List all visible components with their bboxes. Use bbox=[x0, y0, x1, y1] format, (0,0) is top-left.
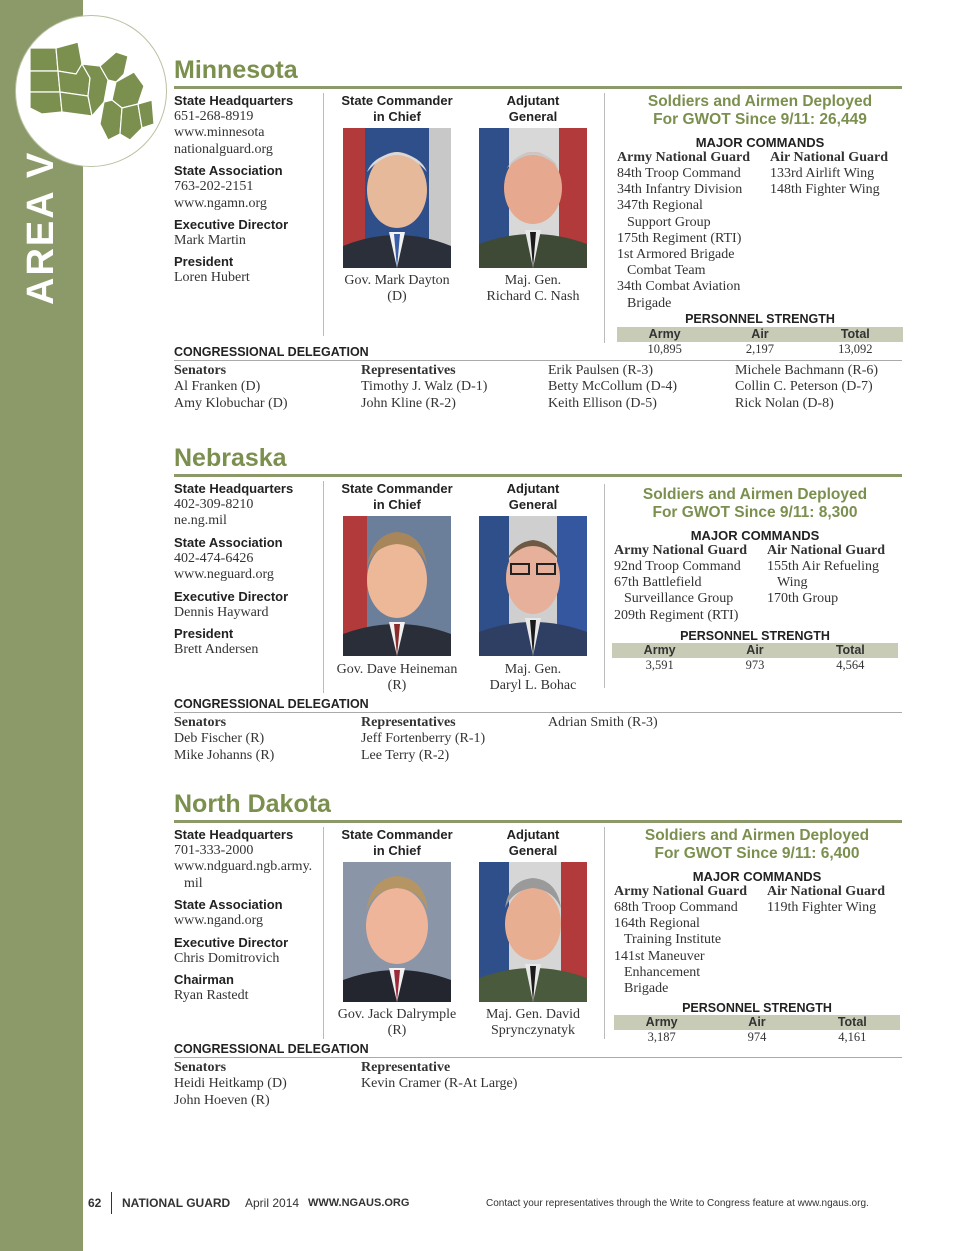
president-label: President bbox=[174, 254, 234, 270]
contact-note: Contact your representatives through the Write to Congress feature at www.ngaus.org. bbox=[486, 1198, 869, 1209]
hq-url-2: nationalguard.org bbox=[174, 141, 273, 157]
assoc-label: State Association bbox=[174, 897, 283, 913]
air-head: Air National Guard bbox=[767, 884, 885, 899]
director-label: Executive Director bbox=[174, 588, 289, 604]
hq-phone: 402-309-8210 bbox=[174, 497, 254, 512]
adjutant-label: Adjutant General bbox=[506, 827, 560, 858]
personnel-bar: Army Air Total bbox=[614, 1015, 900, 1030]
president-label: President bbox=[174, 626, 234, 642]
personnel-values: 3,187 974 4,161 bbox=[647, 1030, 867, 1044]
adjutant-label: Adjutant General bbox=[506, 481, 560, 512]
air-commands: 155th Air Refueling Wing 170th Group bbox=[767, 559, 879, 607]
governor-photo bbox=[343, 862, 451, 1002]
personnel-title: PERSONNEL STRENGTH bbox=[680, 629, 830, 643]
hq-url-2: mil bbox=[184, 875, 203, 891]
representatives: Representatives Jeff Fortenberry (R-1) Lee Terry (R-2) bbox=[361, 715, 486, 763]
assoc-url: www.neguard.org bbox=[174, 567, 274, 583]
hq-phone: 701-333-2000 bbox=[174, 843, 254, 858]
divider bbox=[323, 481, 324, 693]
director-name: Mark Martin bbox=[174, 233, 246, 249]
governor-photo bbox=[343, 128, 451, 268]
divider bbox=[323, 93, 324, 336]
nebraska-info bbox=[174, 481, 319, 658]
assoc-label: State Association bbox=[174, 163, 283, 179]
delegation-rule bbox=[174, 1057, 902, 1058]
section-rule bbox=[174, 86, 902, 89]
army-commands: 68th Troop Command 164th Regional Training Institute 141st Maneuver Enhancement Brigade bbox=[614, 900, 738, 997]
hq-label: State Headquarters bbox=[174, 827, 294, 842]
chairman-label: Chairman bbox=[174, 972, 234, 988]
hq-label: State Headquarters bbox=[174, 93, 294, 108]
adjutant-label: Adjutant General bbox=[506, 93, 560, 124]
representatives-col2: Adrian Smith (R-3) bbox=[548, 715, 658, 730]
adjutant-caption: Maj. Gen. David Sprynczynatyk bbox=[485, 1007, 581, 1039]
personnel-bar: Army Air Total bbox=[617, 327, 903, 342]
minnesota-info bbox=[174, 93, 319, 287]
divider bbox=[323, 827, 324, 1039]
region-map bbox=[15, 15, 167, 167]
personnel-values: 10,895 2,197 13,092 bbox=[647, 342, 873, 356]
adjutant-photo bbox=[479, 516, 587, 656]
senators: Senators Heidi Heitkamp (D) John Hoeven (R) bbox=[174, 1060, 287, 1108]
director-label: Executive Director bbox=[174, 217, 289, 233]
chairman-name: Ryan Rastedt bbox=[174, 988, 249, 1004]
assoc-phone: 763-202-2151 bbox=[174, 179, 254, 195]
assoc-phone: 402-474-6426 bbox=[174, 550, 254, 566]
deployed-heading: Soldiers and Airmen Deployed For GWOT Since 9/11: 26,449 bbox=[647, 93, 873, 128]
governor-photo bbox=[343, 516, 451, 656]
personnel-values: 3,591 973 4,564 bbox=[645, 658, 865, 672]
commander-label: State Commander in Chief bbox=[341, 93, 453, 124]
army-commands: 84th Troop Command 34th Infantry Division 347th Regional Support Group 175th Regiment (RTI) 1st Armored Brigade Combat Team 34th Combat Aviation Brigade bbox=[617, 166, 743, 311]
president-name: Loren Hubert bbox=[174, 270, 250, 286]
hq-label: State Headquarters bbox=[174, 481, 294, 496]
state-title-north-dakota: North Dakota bbox=[174, 790, 331, 818]
delegation-rule bbox=[174, 360, 902, 361]
air-commands: 119th Fighter Wing bbox=[767, 900, 877, 915]
commander-label: State Commander in Chief bbox=[341, 481, 453, 512]
assoc-url: www.ngand.org bbox=[174, 913, 264, 929]
commander-caption: Gov. Jack Dalrymple (R) bbox=[337, 1007, 457, 1039]
senators: Senators Deb Fischer (R) Mike Johanns (R) bbox=[174, 715, 275, 763]
personnel-title: PERSONNEL STRENGTH bbox=[685, 312, 835, 326]
representatives: Representative Kevin Cramer (R-At Large) bbox=[361, 1060, 518, 1092]
delegation-rule bbox=[174, 712, 902, 713]
delegation-title: CONGRESSIONAL DELEGATION bbox=[174, 1042, 369, 1056]
director-name: Chris Domitrovich bbox=[174, 950, 280, 966]
commander-caption: Gov. Mark Dayton (D) bbox=[344, 273, 450, 305]
site-link[interactable]: WWW.NGAUS.ORG bbox=[308, 1197, 410, 1209]
representatives-col3: Michele Bachmann (R-6) Collin C. Peterson (D-7) Rick Nolan (D-8) bbox=[735, 363, 879, 411]
commander-label: State Commander in Chief bbox=[341, 827, 453, 858]
footer-divider bbox=[111, 1192, 112, 1214]
air-head: Air National Guard bbox=[767, 543, 885, 558]
delegation-title: CONGRESSIONAL DELEGATION bbox=[174, 345, 369, 359]
magazine-name: NATIONAL GUARD bbox=[122, 1196, 231, 1210]
hq-phone: 651-268-8919 bbox=[174, 109, 254, 124]
adjutant-caption: Maj. Gen. Richard C. Nash bbox=[486, 273, 580, 305]
personnel-bar: Army Air Total bbox=[612, 643, 898, 658]
personnel-title: PERSONNEL STRENGTH bbox=[682, 1001, 832, 1015]
delegation-title: CONGRESSIONAL DELEGATION bbox=[174, 697, 369, 711]
army-commands: 92nd Troop Command 67th Battlefield Surveillance Group 209th Regiment (RTI) bbox=[614, 559, 741, 623]
adjutant-photo bbox=[479, 862, 587, 1002]
representatives: Representatives Timothy J. Walz (D-1) John Kline (R-2) bbox=[361, 363, 488, 411]
major-commands-label: MAJOR COMMANDS bbox=[690, 528, 820, 543]
assoc-label: State Association bbox=[174, 534, 283, 550]
page-number: 62 bbox=[88, 1196, 102, 1210]
senators: Senators Al Franken (D) Amy Klobuchar (D) bbox=[174, 363, 288, 411]
deployed-heading: Soldiers and Airmen Deployed For GWOT Since 9/11: 8,300 bbox=[642, 486, 868, 521]
air-head: Air National Guard bbox=[770, 150, 888, 165]
section-rule bbox=[174, 820, 902, 823]
assoc-url: www.ngamn.org bbox=[174, 195, 267, 211]
issue-date: April 2014 bbox=[245, 1196, 300, 1210]
hq-url-1: www.ndguard.ngb.army. bbox=[174, 859, 313, 875]
hq-url: ne.ng.mil bbox=[174, 513, 227, 529]
president-name: Brett Andersen bbox=[174, 642, 259, 658]
army-head: Army National Guard bbox=[617, 150, 750, 165]
major-commands-label: MAJOR COMMANDS bbox=[692, 869, 822, 884]
divider bbox=[604, 93, 605, 343]
director-name: Dennis Hayward bbox=[174, 604, 269, 620]
army-head: Army National Guard bbox=[614, 884, 747, 899]
commander-caption: Gov. Dave Heineman (R) bbox=[336, 662, 458, 694]
divider bbox=[604, 827, 605, 1039]
air-commands: 133rd Airlift Wing 148th Fighter Wing bbox=[770, 166, 880, 198]
divider bbox=[604, 484, 605, 688]
state-title-nebraska: Nebraska bbox=[174, 444, 287, 472]
adjutant-caption: Maj. Gen. Daryl L. Bohac bbox=[489, 662, 577, 694]
state-title-minnesota: Minnesota bbox=[174, 56, 298, 84]
army-head: Army National Guard bbox=[614, 543, 747, 558]
region-map-icon bbox=[16, 16, 166, 166]
north-dakota-info bbox=[174, 827, 319, 1004]
deployed-heading: Soldiers and Airmen Deployed For GWOT Since 9/11: 6,400 bbox=[644, 827, 870, 862]
hq-url-1: www.minnesota bbox=[174, 125, 265, 141]
adjutant-photo bbox=[479, 128, 587, 268]
area-label: AREA V bbox=[20, 150, 62, 305]
area-sidebar bbox=[0, 0, 83, 1251]
director-label: Executive Director bbox=[174, 934, 289, 950]
representatives-col2: Erik Paulsen (R-3) Betty McCollum (D-4) Keith Ellison (D-5) bbox=[548, 363, 678, 411]
section-rule bbox=[174, 474, 902, 477]
major-commands-label: MAJOR COMMANDS bbox=[695, 135, 825, 150]
